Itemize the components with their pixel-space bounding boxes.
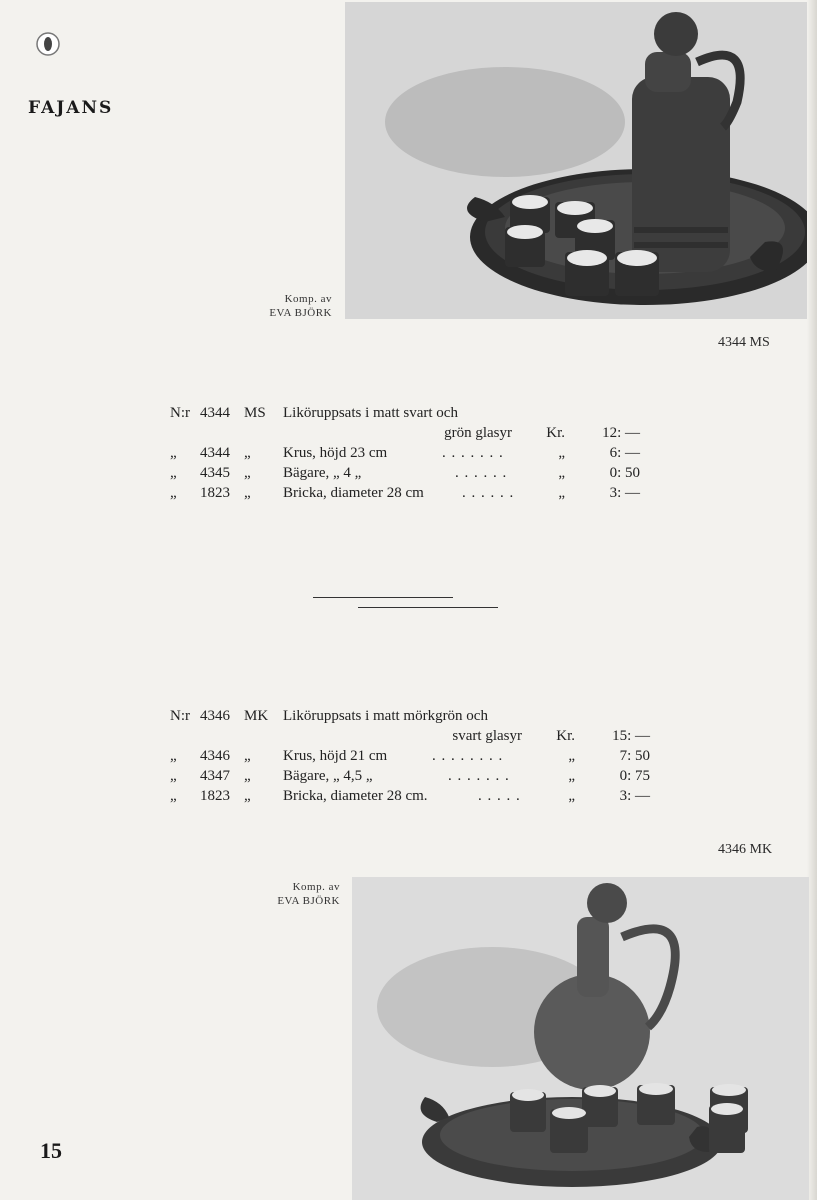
model-code: 4346 MK xyxy=(718,842,773,857)
item-description: Bägare, „ 4 „ xyxy=(283,465,362,481)
item-suffix: „ xyxy=(244,485,251,501)
item-prefix: „ xyxy=(170,788,177,804)
item-description: Bricka, diameter 28 cm xyxy=(283,485,424,501)
item-currency: Kr. xyxy=(556,728,575,744)
spec-table xyxy=(170,403,640,503)
divider-line xyxy=(358,607,498,608)
item-number: 4346 xyxy=(200,748,230,764)
spec-row xyxy=(170,786,650,806)
item-number: 4345 xyxy=(200,465,230,481)
item-prefix: „ xyxy=(170,465,177,481)
credit-line1: Komp. av xyxy=(284,293,332,305)
item-number: 4344 xyxy=(200,405,230,421)
spec-main-row xyxy=(170,403,640,423)
spec-row xyxy=(170,443,640,463)
item-price: 15: — xyxy=(612,728,650,744)
item-description-cont: svart glasyr xyxy=(452,728,522,744)
item-prefix: „ xyxy=(170,445,177,461)
spec-row xyxy=(170,463,640,483)
item-description-cont: grön glasyr xyxy=(444,425,512,441)
item-currency: „ xyxy=(558,485,565,501)
item-prefix: „ xyxy=(170,748,177,764)
credit-line1: Komp. av xyxy=(292,881,340,893)
designer-credit xyxy=(200,880,340,908)
item-prefix: N:r xyxy=(170,405,190,421)
punch-hole-icon xyxy=(34,30,62,58)
leader-dots: . . . . . . . . xyxy=(432,748,504,764)
item-currency: „ xyxy=(558,465,565,481)
item-suffix: „ xyxy=(244,768,251,784)
item-price: 3: — xyxy=(609,485,640,501)
page-number: 15 xyxy=(40,1138,62,1163)
spec-table xyxy=(170,706,650,806)
item-description: Liköruppsats i matt mörkgrön och xyxy=(283,708,488,724)
leader-dots: . . . . . . . xyxy=(442,445,504,461)
item-description: Krus, höjd 23 cm xyxy=(283,445,388,461)
item-description: Bägare, „ 4,5 „ xyxy=(283,768,373,784)
divider-line xyxy=(313,597,453,598)
leader-dots: . . . . . . xyxy=(455,465,508,481)
item-price: 12: — xyxy=(602,425,640,441)
leader-dots: . . . . . . . xyxy=(448,768,510,784)
item-currency: „ xyxy=(568,748,575,764)
item-suffix: MS xyxy=(244,405,266,421)
item-description: Bricka, diameter 28 cm. xyxy=(283,788,428,804)
item-number: 4346 xyxy=(200,708,230,724)
item-price: 3: — xyxy=(619,788,650,804)
spec-main-row-cont xyxy=(170,423,640,443)
leader-dots: . . . . . xyxy=(478,788,521,804)
item-prefix: „ xyxy=(170,768,177,784)
leader-dots: . . . . . . xyxy=(462,485,515,501)
item-description: Krus, höjd 21 cm xyxy=(283,748,388,764)
spec-row xyxy=(170,746,650,766)
item-currency: „ xyxy=(558,445,565,461)
item-price: 0: 75 xyxy=(619,768,650,784)
item-prefix: „ xyxy=(170,485,177,501)
item-suffix: „ xyxy=(244,445,251,461)
spec-main-row-cont xyxy=(170,726,650,746)
item-number: 1823 xyxy=(200,788,230,804)
item-prefix: N:r xyxy=(170,708,190,724)
model-code: 4344 MS xyxy=(718,335,770,350)
spec-row xyxy=(170,766,650,786)
credit-line2: EVA BJÖRK xyxy=(269,307,332,319)
item-number: 4347 xyxy=(200,768,230,784)
item-suffix: MK xyxy=(244,708,269,724)
section-title: FAJANS xyxy=(28,98,114,118)
spec-main-row xyxy=(170,706,650,726)
item-number: 4344 xyxy=(200,445,230,461)
item-number: 1823 xyxy=(200,485,230,501)
item-price: 7: 50 xyxy=(619,748,650,764)
item-description: Liköruppsats i matt svart och xyxy=(283,405,458,421)
product-photo-4346 xyxy=(352,877,809,1200)
item-suffix: „ xyxy=(244,465,251,481)
item-price: 0: 50 xyxy=(609,465,640,481)
item-suffix: „ xyxy=(244,748,251,764)
spec-row xyxy=(170,483,640,503)
designer-credit xyxy=(200,292,332,320)
item-price: 6: — xyxy=(609,445,640,461)
product-photo-4344 xyxy=(345,2,807,319)
credit-line2: EVA BJÖRK xyxy=(277,895,340,907)
item-currency: „ xyxy=(568,768,575,784)
item-currency: Kr. xyxy=(546,425,565,441)
item-suffix: „ xyxy=(244,788,251,804)
item-currency: „ xyxy=(568,788,575,804)
